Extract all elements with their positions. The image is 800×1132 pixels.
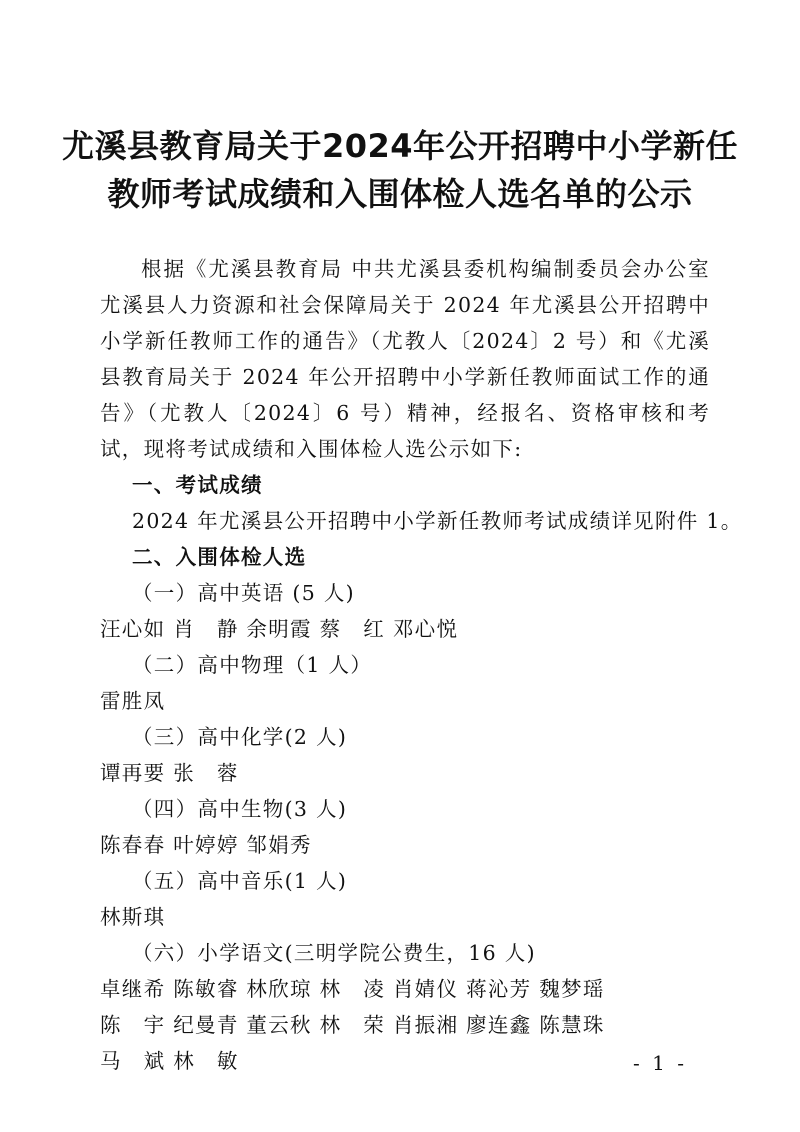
group-6-names-line-2: 陈 宇 纪曼青 董云秋 林 荣 肖振湘 廖连鑫 陈慧珠 — [100, 1013, 605, 1037]
group-6-label: （六）小学语文(三明学院公费生，16 人) — [132, 941, 536, 965]
group-6-names-line-1: 卓继希 陈敏睿 林欣琼 林 凌 肖婧仪 蒋沁芳 魏梦瑶 — [100, 977, 605, 1001]
group-1-names: 汪心如 肖 静 余明霞 蔡 红 邓心悦 — [100, 617, 459, 641]
section1-text: 2024 年尤溪县公开招聘中小学新任教师考试成绩详见附件 1。 — [132, 509, 743, 533]
section2-heading: 二、入围体检人选 — [132, 545, 307, 569]
document-title — [60, 122, 740, 218]
section1-heading: 一、考试成绩 — [132, 473, 263, 497]
group-5-names: 林斯琪 — [100, 905, 166, 929]
group-3-label: （三）高中化学(2 人) — [132, 725, 348, 749]
group-6-names-line-3: 马 斌 林 敏 — [100, 1049, 239, 1073]
intro-paragraph: 根据《尤溪县教育局 中共尤溪县委机构编制委员会办公室 尤溪县人力资源和社会保障局关于 2024 年尤溪县公开招聘中小学新任教师工作的通告》（尤教人〔2024〕2 号）和《尤溪县教育局关于 2024 年公开招聘中小学新任教师面试工作的通告》（尤教人〔2024〕6 号）精神，经报名、资格审核和考试，现将考试成绩和入围体检人选公示如下: — [100, 257, 710, 461]
group-1-label: （一）高中英语 (5 人) — [132, 581, 355, 605]
document-body — [100, 251, 743, 1079]
group-2-names: 雷胜凤 — [100, 689, 166, 713]
group-5-label: （五）高中音乐(1 人) — [132, 869, 348, 893]
title-line-2: 教师考试成绩和入围体检人选名单的公示 — [107, 175, 693, 213]
group-2-label: （二）高中物理（1 人） — [132, 653, 373, 677]
group-4-names: 陈春春 叶婷婷 邹娟秀 — [100, 833, 312, 857]
group-3-names: 谭再要 张 蓉 — [100, 761, 239, 785]
title-line-1: 尤溪县教育局关于2024年公开招聘中小学新任 — [61, 127, 739, 165]
page-number: - 1 - — [633, 1051, 687, 1075]
group-4-label: （四）高中生物(3 人) — [132, 797, 348, 821]
